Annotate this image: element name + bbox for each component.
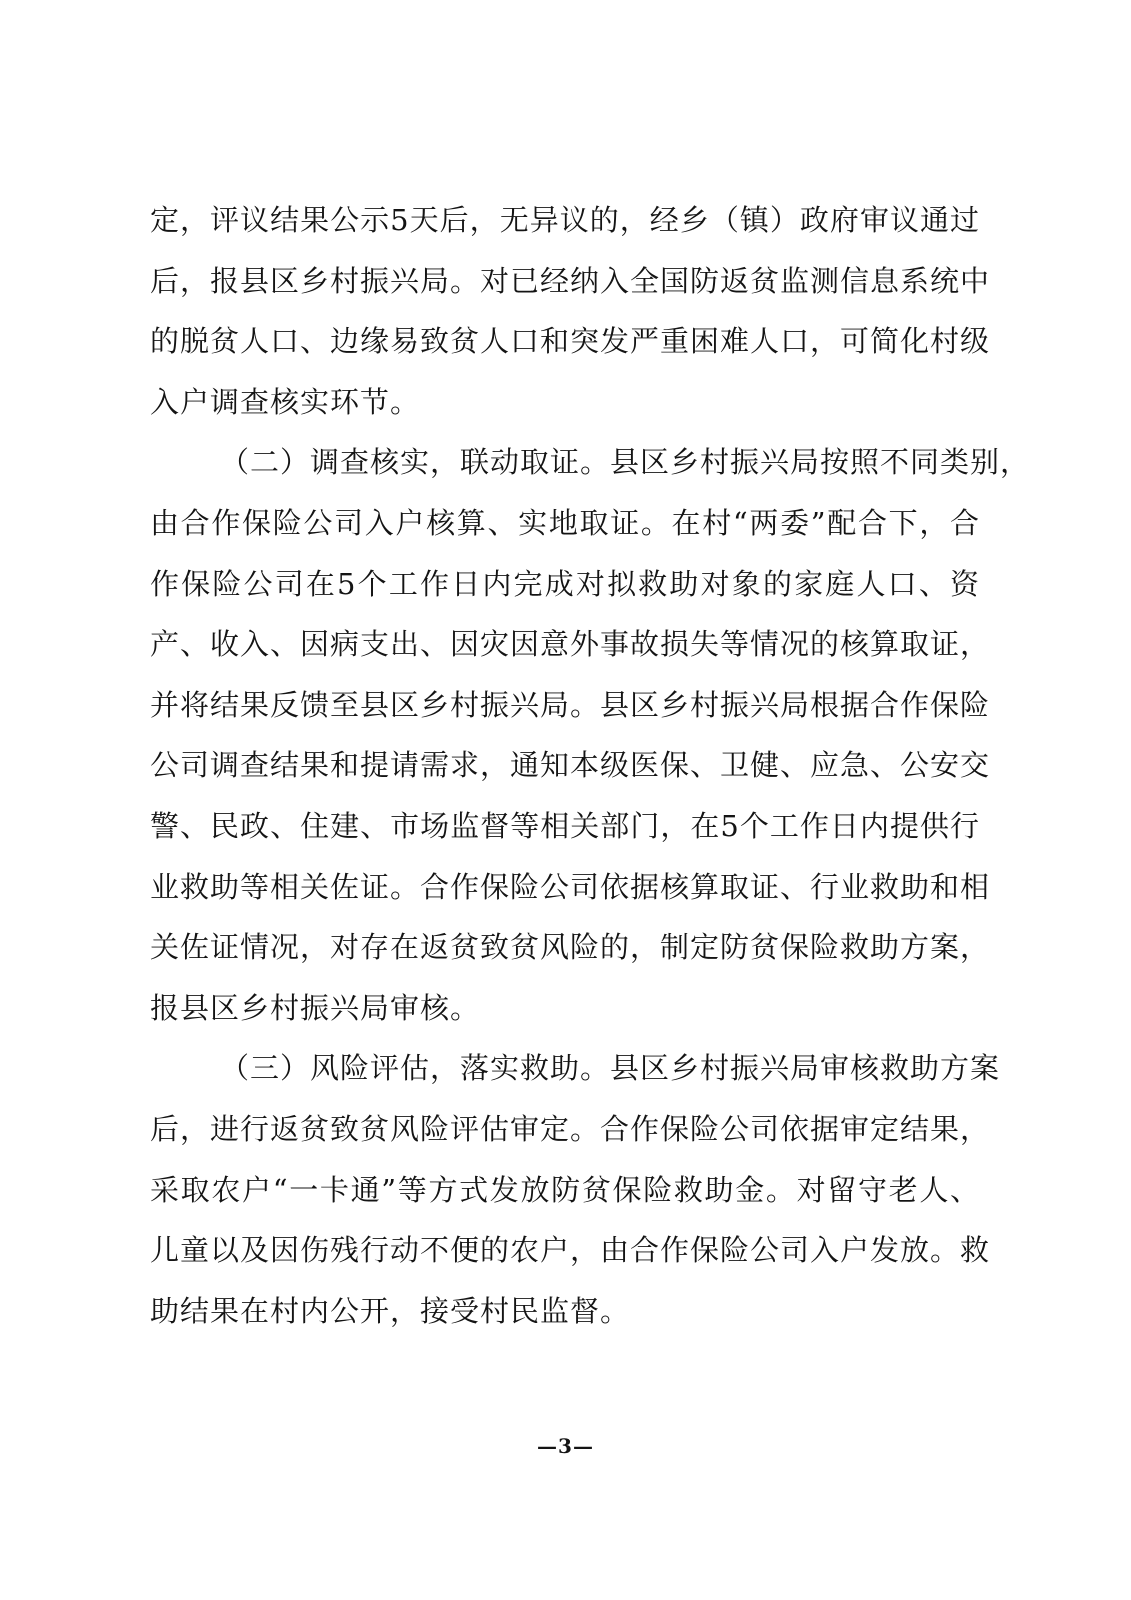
text-line: 儿童以及因伤残行动不便的农户，由合作保险公司入户发放。救 xyxy=(150,1233,991,1268)
text-line: 作保险公司在5个工作日内完成对拟救助对象的家庭人口、资 xyxy=(150,566,980,601)
text-line: 警、民政、住建、市场监督等相关部门，在5个工作日内提供行 xyxy=(150,808,980,843)
text-line: 后，进行返贫致贫风险评估审定。合作保险公司依据审定结果， xyxy=(150,1111,991,1146)
text-line: 入户调查核实环节。 xyxy=(150,384,421,419)
section-heading-line: （二）调查核实，联动取证。县区乡村振兴局按照不同类别， xyxy=(220,445,1031,480)
text-line: 报县区乡村振兴局审核。 xyxy=(150,990,481,1025)
page-number: —3— xyxy=(537,1434,594,1458)
document-body xyxy=(150,190,1031,1341)
text-line: 后，报县区乡村振兴局。对已经纳入全国防返贫监测信息系统中 xyxy=(150,263,991,298)
text-line: 助结果在村内公开，接受村民监督。 xyxy=(150,1293,631,1328)
text-line: 产、收入、因病支出、因灾因意外事故损失等情况的核算取证， xyxy=(150,627,991,662)
text-line: 业救助等相关佐证。合作保险公司依据核算取证、行业救助和相 xyxy=(150,869,991,904)
text-line: 采取农户“一卡通”等方式发放防贫保险救助金。对留守老人、 xyxy=(150,1172,980,1207)
text-line: 的脱贫人口、边缘易致贫人口和突发严重困难人口，可简化村级 xyxy=(150,324,991,359)
text-line: 公司调查结果和提请需求，通知本级医保、卫健、应急、公安交 xyxy=(150,748,991,783)
text-line: 并将结果反馈至县区乡村振兴局。县区乡村振兴局根据合作保险 xyxy=(150,687,991,722)
text-line: 由合作保险公司入户核算、实地取证。在村“两委”配合下，合 xyxy=(150,505,980,540)
section-heading-line: （三）风险评估，落实救助。县区乡村振兴局审核救助方案 xyxy=(220,1051,1001,1086)
text-line: 关佐证情况，对存在返贫致贫风险的，制定防贫保险救助方案， xyxy=(150,930,991,965)
text-line: 定，评议结果公示5天后，无异议的，经乡（镇）政府审议通过 xyxy=(150,203,980,237)
